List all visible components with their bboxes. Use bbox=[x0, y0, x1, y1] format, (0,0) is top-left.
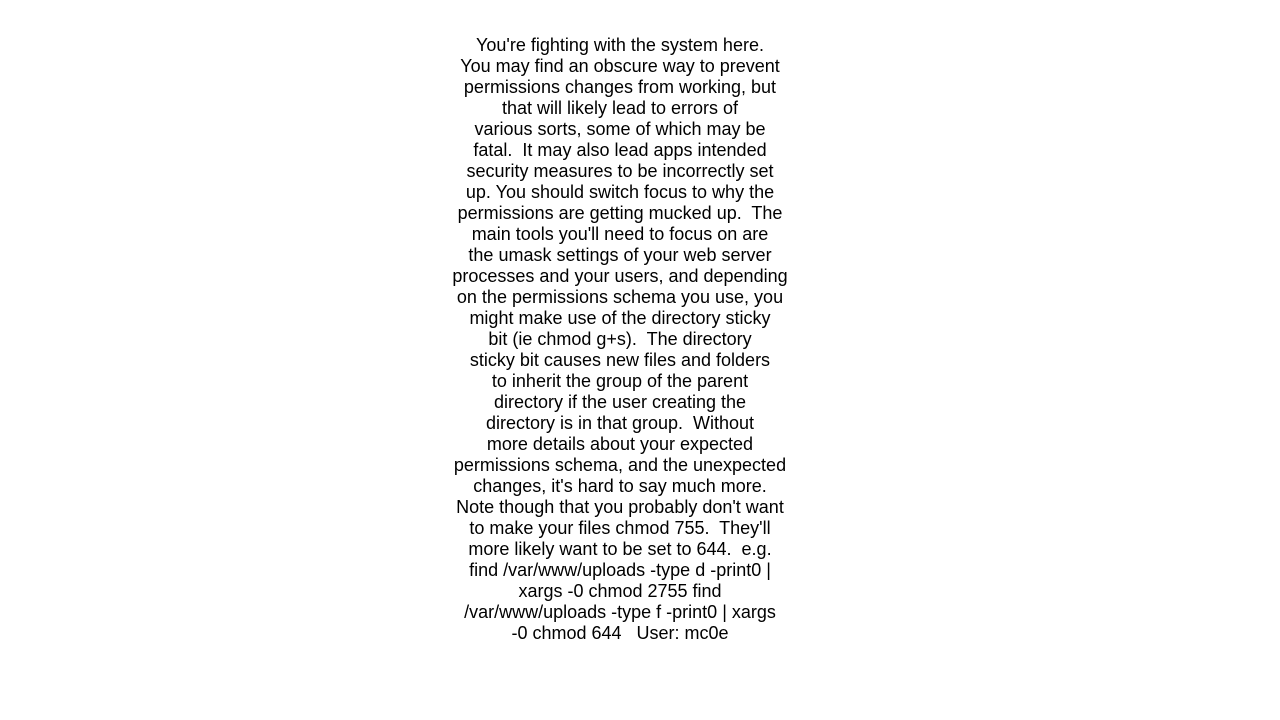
post-line: Note though that you probably don't want bbox=[456, 497, 784, 517]
post-line: on the permissions schema you use, you bbox=[456, 287, 784, 307]
post-line: permissions schema, and the unexpected bbox=[453, 455, 787, 475]
post-line: main tools you'll need to focus on are bbox=[471, 224, 769, 244]
post-line: You're fighting with the system here. bbox=[476, 35, 764, 55]
post-line: might make use of the directory sticky bbox=[469, 308, 771, 328]
post-line: various sorts, some of which may be bbox=[474, 119, 766, 139]
post-line: You may find an obscure way to prevent bbox=[460, 56, 780, 76]
post-line: changes, it's hard to say much more. bbox=[473, 476, 767, 496]
post-line: up. You should switch focus to why the bbox=[465, 182, 775, 202]
post-line: xargs -0 chmod 2755 find bbox=[518, 581, 722, 601]
post-line: permissions are getting mucked up. The bbox=[457, 203, 783, 223]
post-line: directory is in that group. Without bbox=[485, 413, 755, 433]
post-line: to make your files chmod 755. They'll bbox=[469, 518, 771, 538]
post-line: bit (ie chmod g+s). The directory bbox=[488, 329, 752, 349]
post-line: permissions changes from working, but bbox=[463, 77, 777, 97]
post-line: more likely want to be set to 644. e.g. bbox=[468, 539, 772, 559]
post-line: sticky bit causes new files and folders bbox=[469, 350, 771, 370]
post-line: more details about your expected bbox=[486, 434, 754, 454]
post-line: processes and your users, and depending bbox=[452, 266, 788, 286]
post-line: find /var/www/uploads -type d -print0 | bbox=[469, 560, 771, 580]
post-line: security measures to be incorrectly set bbox=[466, 161, 774, 181]
post-line: -0 chmod 644 User: mc0e bbox=[511, 623, 729, 643]
post-line: the umask settings of your web server bbox=[468, 245, 772, 265]
post-line: /var/www/uploads -type f -print0 | xargs bbox=[464, 602, 776, 622]
post-line: directory if the user creating the bbox=[493, 392, 747, 412]
post-line: to inherit the group of the parent bbox=[491, 371, 749, 391]
post-line: that will likely lead to errors of bbox=[501, 98, 739, 118]
post-line: fatal. It may also lead apps intended bbox=[473, 140, 767, 160]
post-body bbox=[440, 35, 800, 644]
